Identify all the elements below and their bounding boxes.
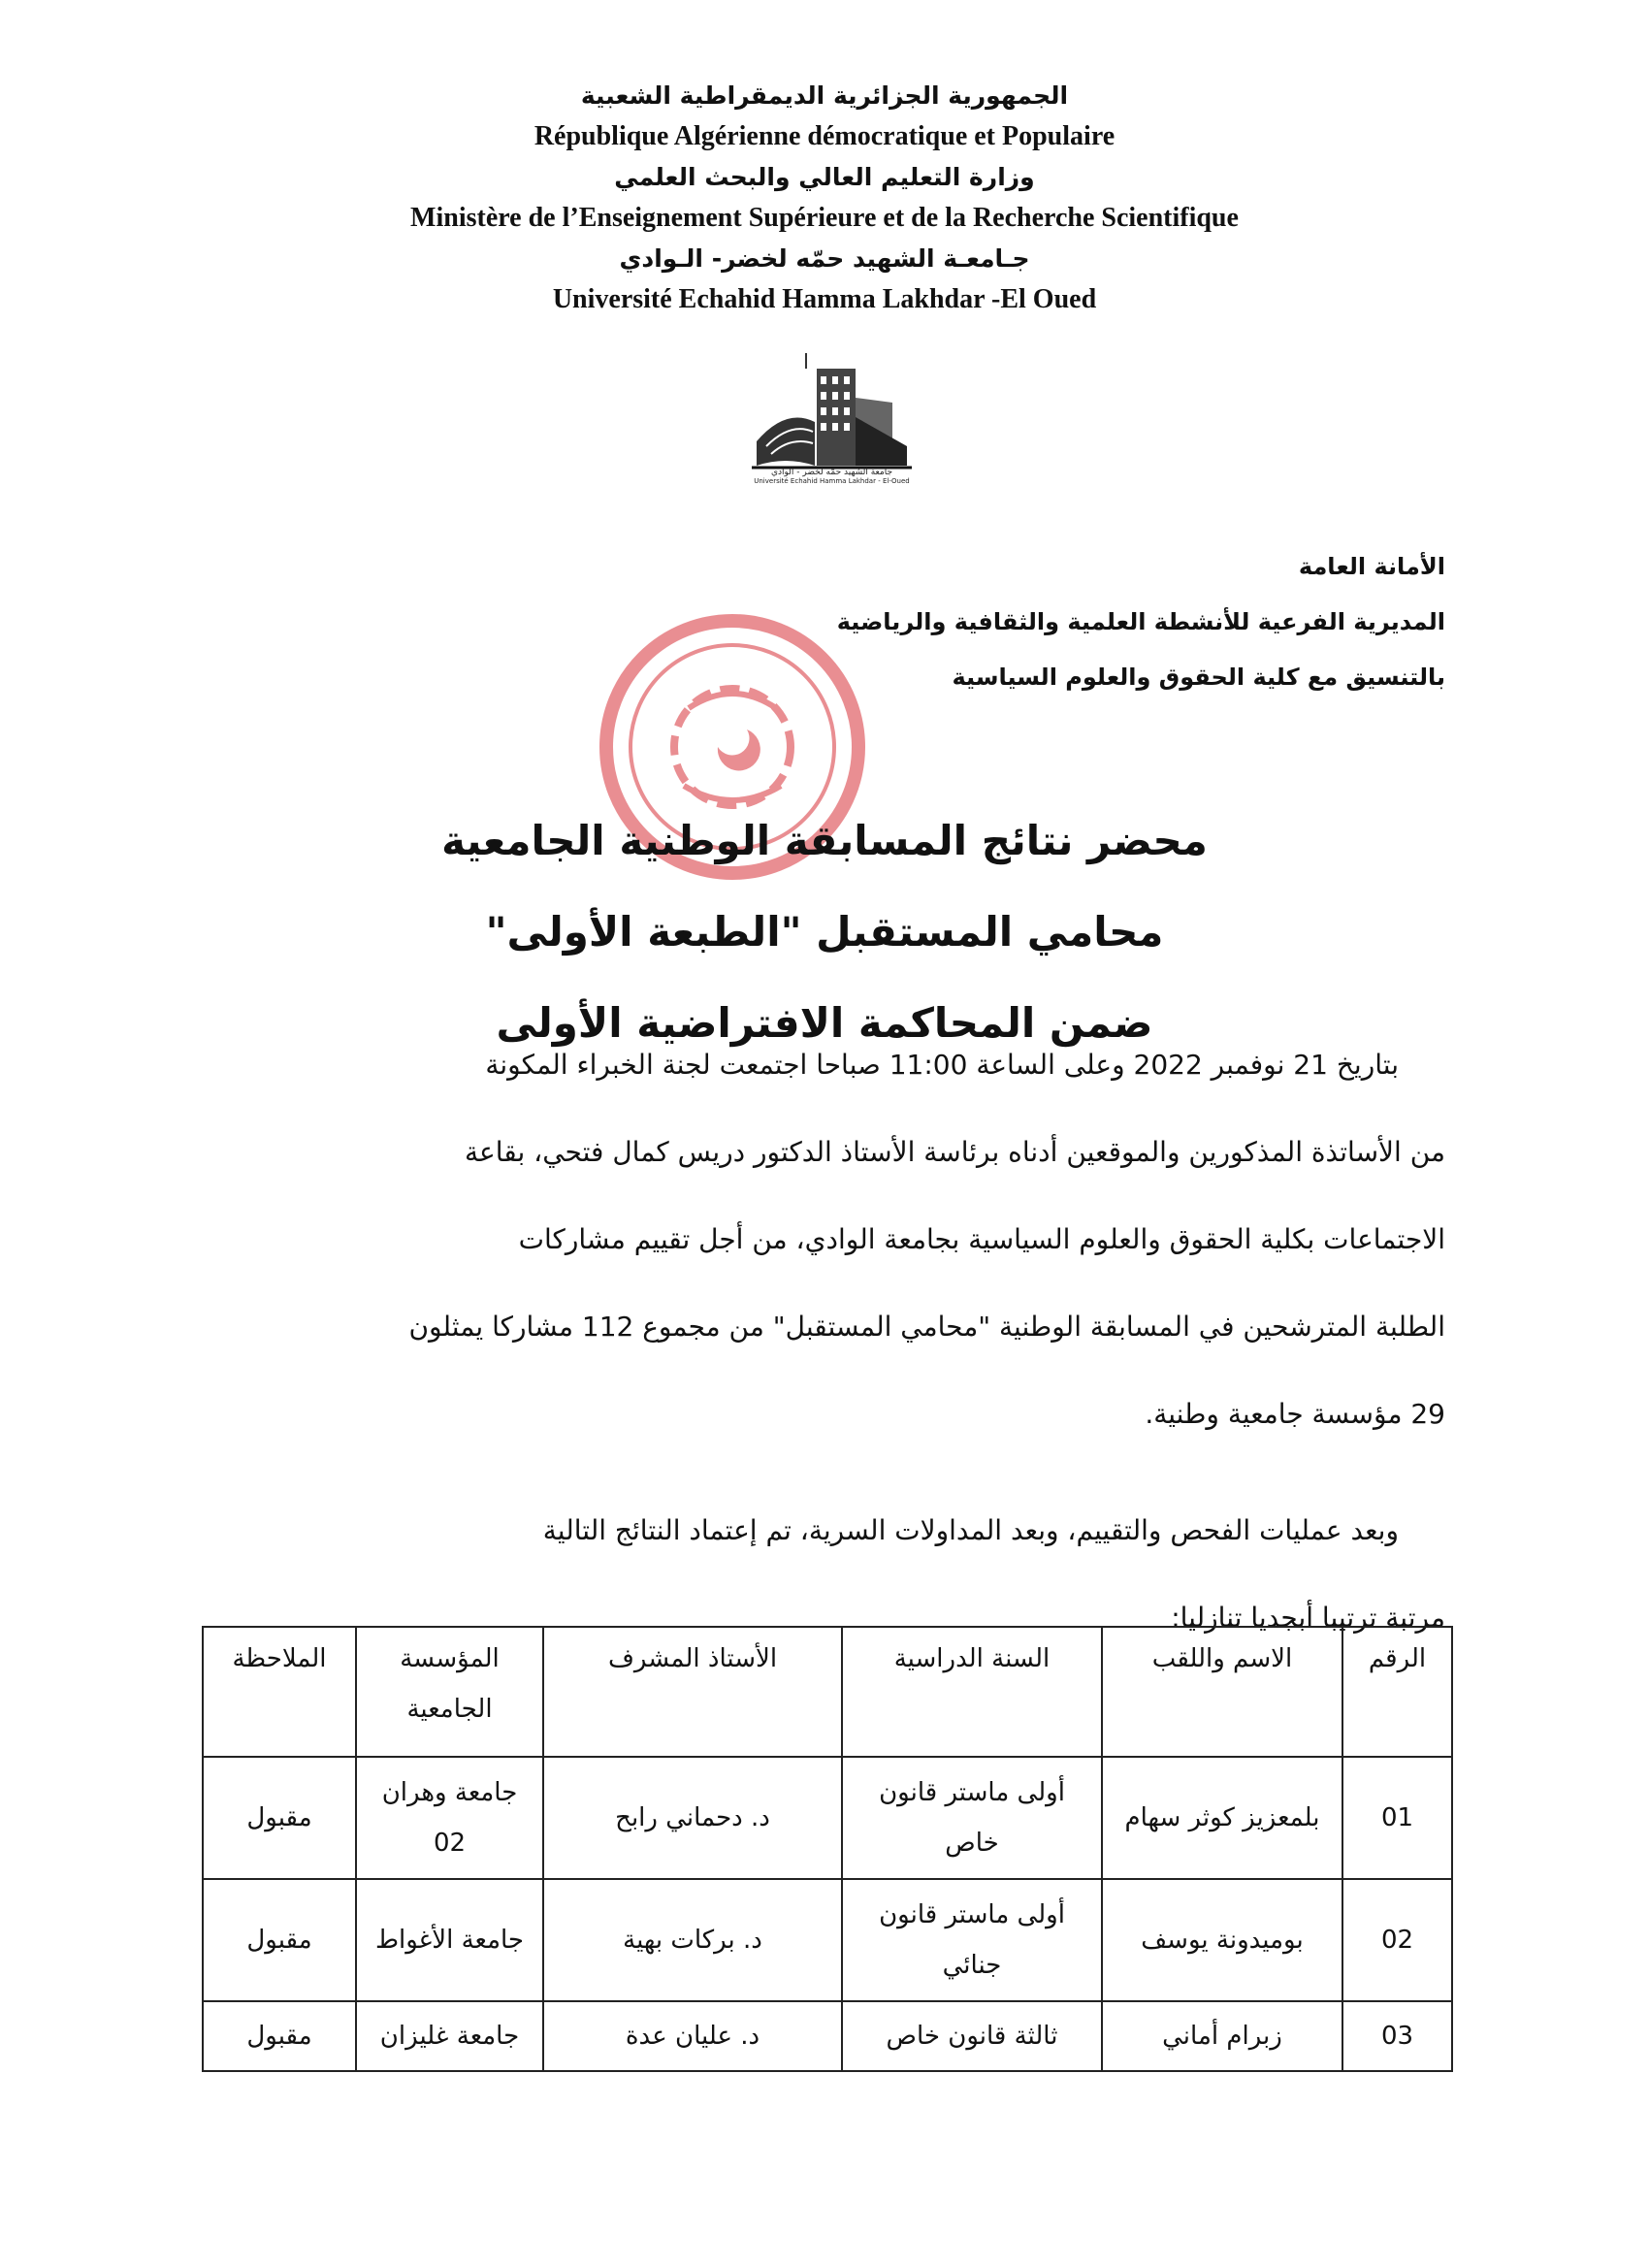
header-ministry-ar: وزارة التعليم العالي والبحث العلمي	[614, 163, 1035, 191]
cell-institution: جامعة وهران 02	[356, 1757, 543, 1879]
cell-institution: جامعة غليزان	[356, 2001, 543, 2071]
paragraph-1-line-1: بتاريخ 21 نوفمبر 2022 وعلى الساعة 11:00 صباحا اجتمعت لجنة الخبراء المكونة	[485, 1049, 1399, 1081]
issuing-department	[837, 539, 1445, 705]
paragraph-2-line-2: مرتبة ترتيبا أبجديا تنازليا:	[1171, 1602, 1445, 1634]
col-institution-header: المؤسسة الجامعية	[356, 1627, 543, 1757]
paragraph-2-line-1: وبعد عمليات الفحص والتقييم، وبعد المداولات السرية، تم إعتماد النتائج التالية	[542, 1514, 1399, 1546]
table-row	[203, 1879, 1452, 2001]
col-supervisor-header: الأستاذ المشرف	[543, 1627, 842, 1757]
letterhead	[0, 76, 1649, 320]
cell-number: 01	[1342, 1757, 1452, 1879]
paragraph-1-line-5: 29 مؤسسة جامعية وطنية.	[1145, 1398, 1445, 1430]
paragraph-1-line-3: الاجتماعات بكلية الحقوق والعلوم السياسية بجامعة الوادي، من أجل تقييم مشاركات	[518, 1223, 1445, 1255]
col-number-header: الرقم	[1342, 1627, 1452, 1757]
table-row	[203, 1757, 1452, 1879]
logo-caption	[747, 468, 917, 485]
col-name-header: الاسم واللقب	[1102, 1627, 1342, 1757]
cell-note: مقبول	[203, 2001, 356, 2071]
col-year-header: السنة الدراسية	[842, 1627, 1102, 1757]
table-row	[203, 2001, 1452, 2071]
header-university-ar: جـامعـة الشهيد حمّه لخضر- الـوادي	[619, 244, 1030, 273]
document-title	[0, 795, 1649, 1069]
cell-number: 02	[1342, 1879, 1452, 2001]
title-line-2: محامي المستقبل "الطبعة الأولى"	[485, 908, 1164, 956]
cell-supervisor: د. دحماني رابح	[543, 1757, 842, 1879]
paragraph-1-line-2: من الأساتذة المذكورين والموقعين أدناه برئاسة الأستاذ الدكتور دريس كمال فتحي، بقاعة	[465, 1136, 1445, 1168]
col-note-header: الملاحظة	[203, 1627, 356, 1757]
cell-year: أولى ماستر قانون جنائي	[842, 1879, 1102, 2001]
header-republic-ar: الجمهورية الجزائرية الديمقراطية الشعبية	[580, 81, 1069, 110]
cell-year: أولى ماستر قانون خاص	[842, 1757, 1102, 1879]
general-secretariat: الأمانة العامة	[1298, 553, 1445, 580]
header-republic-fr: République Algérienne démocratique et Populaire	[534, 121, 1116, 151]
cell-supervisor: د. بركات بهية	[543, 1879, 842, 2001]
paragraph-1-line-4: الطلبة المترشحين في المسابقة الوطنية "محامي المستقبل" من مجموع 112 مشاركا يمثلون	[408, 1311, 1445, 1343]
coordination-faculty: بالتنسيق مع كلية الحقوق والعلوم السياسية	[952, 664, 1445, 691]
cell-note: مقبول	[203, 1757, 356, 1879]
logo-caption-ar: جامعة الشهيد حمّه لخضر - الوادي	[770, 468, 893, 477]
logo-caption-fr: Université Echahid Hamma Lakhdar - El-Oued	[754, 477, 910, 485]
cell-note: مقبول	[203, 1879, 356, 2001]
title-line-1: محضر نتائج المسابقة الوطنية الجامعية	[441, 817, 1208, 864]
header-ministry-fr: Ministère de l’Enseignement Supérieure et de la Recherche Scientifique	[410, 203, 1239, 233]
cell-year: ثالثة قانون خاص	[842, 2001, 1102, 2071]
cell-name: بوميدونة يوسف	[1102, 1879, 1342, 2001]
header-university-fr: Université Echahid Hamma Lakhdar -El Oued	[552, 284, 1097, 314]
minutes-body	[228, 1036, 1445, 1676]
cell-number: 03	[1342, 2001, 1452, 2071]
table-header-row	[203, 1627, 1452, 1757]
cell-name: زبرام أماني	[1102, 2001, 1342, 2071]
cell-name: بلمعزيز كوثر سهام	[1102, 1757, 1342, 1879]
title-line-3: ضمن المحاكمة الافتراضية الأولى	[496, 999, 1153, 1047]
results-table	[202, 1626, 1453, 2072]
cell-supervisor: د. عليان عدة	[543, 2001, 842, 2071]
cell-institution: جامعة الأغواط	[356, 1879, 543, 2001]
sub-directorate: المديرية الفرعية للأنشطة العلمية والثقافية والرياضية	[836, 608, 1445, 635]
